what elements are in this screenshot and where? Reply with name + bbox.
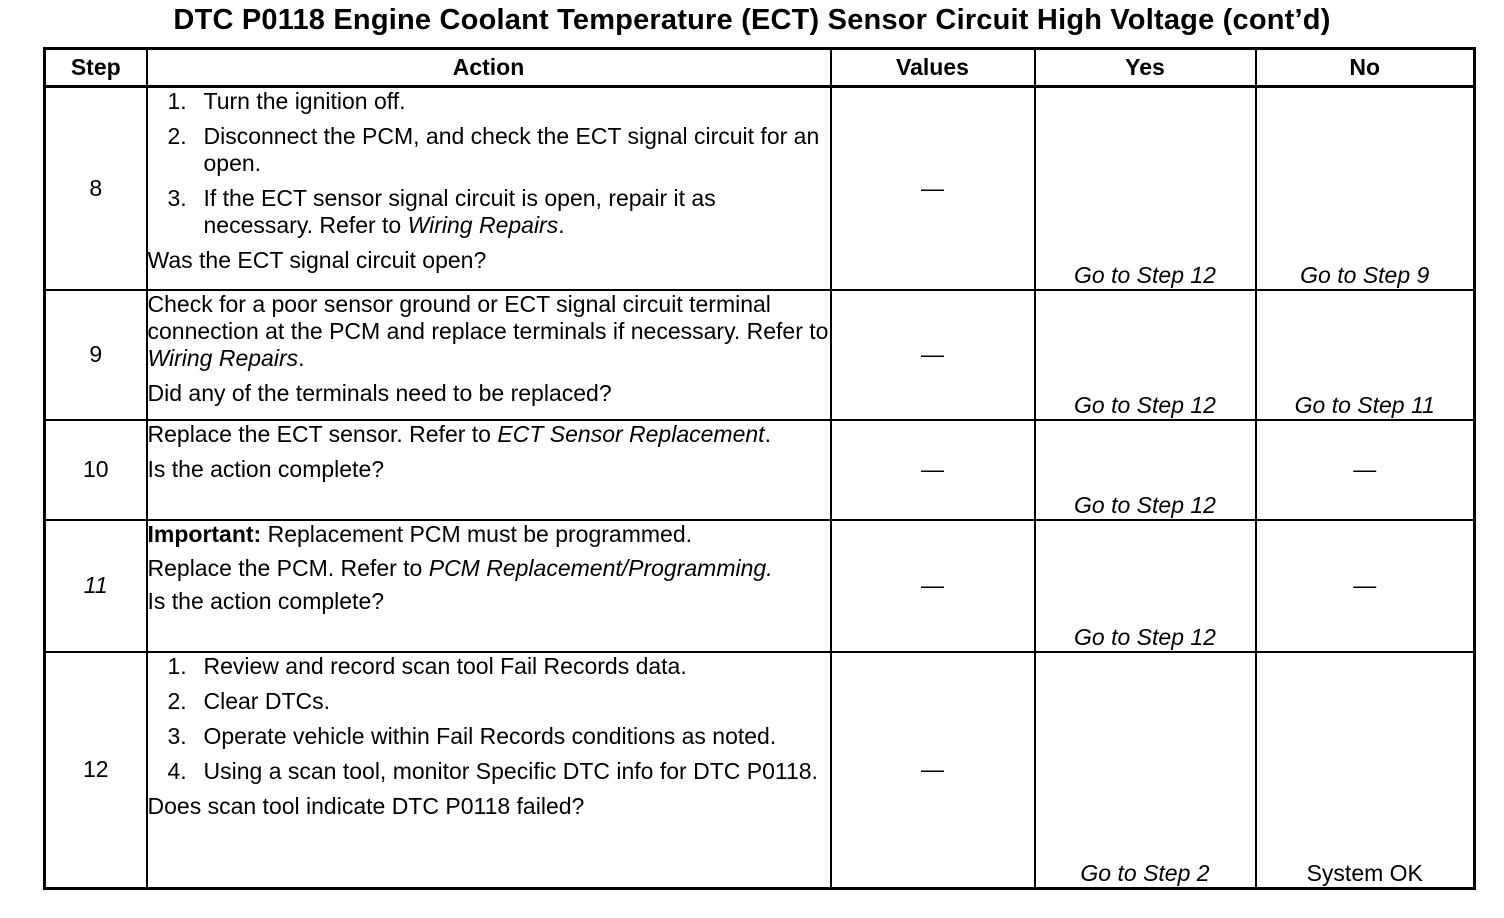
paragraph-text: Replace the PCM. Refer to (147, 554, 429, 581)
action-list (148, 653, 830, 785)
header-action: Action (147, 49, 831, 87)
list-text: Review and record scan tool Fail Records data. (203, 652, 687, 679)
header-values: Values (831, 49, 1035, 87)
list-number: 4. (167, 757, 187, 784)
no-cell: — (1256, 520, 1475, 652)
step-number: 11 (45, 520, 147, 652)
important-text: Replacement PCM must be programmed. (261, 520, 692, 547)
list-number: 3. (167, 185, 187, 211)
question-text: Does scan tool indicate DTC P0118 failed? (147, 792, 585, 819)
action-cell (147, 520, 831, 652)
list-number: 2. (167, 123, 187, 149)
list-number: 2. (167, 687, 187, 714)
table-row (45, 420, 1475, 520)
list-text: Disconnect the PCM, and check the ECT signal circuit for an open. (203, 123, 820, 176)
list-item (168, 185, 830, 239)
paragraph-text: . (298, 344, 305, 371)
list-number: 1. (167, 88, 187, 114)
yes-cell: Go to Step 12 (1035, 290, 1256, 420)
no-cell: Go to Step 9 (1256, 87, 1475, 290)
list-text: Clear DTCs. (203, 687, 331, 714)
step-number: 9 (45, 290, 147, 420)
reference-link-text: PCM Replacement/Programming. (428, 554, 773, 581)
paragraph-text: . (764, 420, 771, 447)
question-text: Was the ECT signal circuit open? (147, 247, 487, 273)
list-text-part: If the ECT sensor signal circuit is open, repair it as necessary. Refer to (203, 185, 716, 238)
values-cell: — (831, 290, 1035, 420)
table-row (45, 87, 1475, 290)
action-cell (147, 652, 831, 889)
step-number: 10 (45, 420, 147, 520)
header-no: No (1256, 49, 1475, 87)
list-text-part: . (558, 212, 565, 238)
paragraph-text: Check for a poor sensor ground or ECT signal circuit terminal connection at the PCM and replace terminals if necessary. Refer to (147, 290, 829, 344)
header-yes: Yes (1035, 49, 1256, 87)
no-cell: System OK (1256, 652, 1475, 889)
no-cell: Go to Step 11 (1256, 290, 1475, 420)
question-text: Is the action complete? (147, 587, 385, 614)
list-text: Turn the ignition off. (203, 88, 406, 114)
important-note (148, 521, 830, 548)
action-paragraph (148, 291, 830, 372)
reference-link-text: ECT Sensor Replacement (497, 420, 765, 447)
values-cell: — (831, 420, 1035, 520)
yes-cell: Go to Step 12 (1035, 87, 1256, 290)
list-item (168, 723, 830, 750)
reference-link-text: Wiring Repairs (407, 212, 559, 238)
list-item (168, 88, 830, 115)
yes-cell: Go to Step 12 (1035, 520, 1256, 652)
step-number: 12 (45, 652, 147, 889)
action-cell (147, 87, 831, 290)
question-text: Did any of the terminals need to be replaced? (147, 379, 612, 406)
list-text: Using a scan tool, monitor Specific DTC info for DTC P0118. (203, 757, 818, 784)
list-number: 3. (167, 722, 187, 749)
yes-cell: Go to Step 12 (1035, 420, 1256, 520)
action-cell (147, 290, 831, 420)
values-cell: — (831, 520, 1035, 652)
table-row (45, 652, 1475, 889)
no-cell: — (1256, 420, 1475, 520)
table-row (45, 520, 1475, 652)
header-row (45, 49, 1475, 87)
reference-link-text: Wiring Repairs (147, 344, 299, 371)
list-text (204, 185, 830, 239)
paragraph-text: Replace the ECT sensor. Refer to (147, 420, 498, 447)
action-list (148, 88, 830, 239)
table-row (45, 290, 1475, 420)
list-item (168, 653, 830, 680)
yes-cell: Go to Step 2 (1035, 652, 1256, 889)
page-title: DTC P0118 Engine Coolant Temperature (ECT) Sensor Circuit High Voltage (cont’d) (173, 4, 1331, 36)
step-number: 8 (45, 87, 147, 290)
list-item (168, 758, 830, 785)
action-paragraph (148, 556, 830, 580)
list-item (168, 688, 830, 715)
action-paragraph (148, 421, 830, 448)
header-step: Step (45, 49, 147, 87)
list-number: 1. (167, 652, 187, 679)
important-label: Important: (147, 520, 262, 547)
diagnostic-table (43, 47, 1476, 890)
action-cell (147, 420, 831, 520)
values-cell: — (831, 652, 1035, 889)
values-cell: — (831, 87, 1035, 290)
list-item (168, 123, 830, 177)
question-text: Is the action complete? (147, 455, 385, 482)
list-text: Operate vehicle within Fail Records conditions as noted. (203, 722, 777, 749)
